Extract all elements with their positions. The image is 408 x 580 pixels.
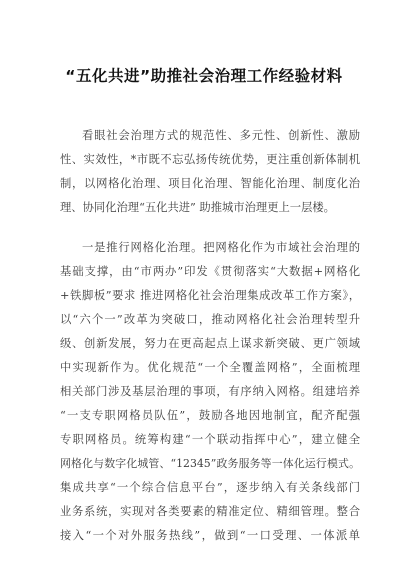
text-line: +铁脚板”要求 推进网格化社会治理集成改革工作方案》， <box>60 289 360 302</box>
text-line: 网格化与数字化城管、“12345”政务服务等一体化运行模式。 <box>60 457 360 470</box>
paragraph-grid-governance <box>60 236 360 548</box>
text-line: 以“六个一”改革为突破口，推动网格化社会治理转型升 <box>60 313 360 326</box>
text-line: 制，以网格化治理、项目化治理、智能化治理、制度化治 <box>60 177 360 190</box>
text-line: 接入“一个对外服务热线”，做到“一口受理、一体派单 <box>60 529 360 542</box>
text-line: 理、协同化治理“五化共进” 助推城市治理更上一层楼。 <box>60 201 335 214</box>
text-line: 级、创新发展，努力在更高起点上谋求新突破、更广领域 <box>60 337 360 350</box>
text-line: 基础支撑，由“市两办”印发《贯彻落实“大数据+网格化 <box>60 265 360 278</box>
text-line: 中实现新作为。优化规范“一个全覆盖网格”，全面梳理 <box>60 361 360 374</box>
text-line: 业务系统，实现对各类要素的精准定位、精细管理。整合 <box>60 505 360 518</box>
text-line: 一是推行网格化治理。把网格化作为市域社会治理的 <box>82 241 360 254</box>
text-line: “一支专职网格员队伍”，鼓励各地因地制宜，配齐配强 <box>60 409 360 422</box>
text-line: 看眼社会治理方式的规范性、多元性、创新性、激励 <box>82 129 360 142</box>
document-title: “五化共进”助推社会治理工作经验材料 <box>65 67 343 85</box>
text-line: 性、实效性，*市既不忘弘扬传统优势，更注重创新体制机 <box>60 153 360 166</box>
text-line: 相关部门涉及基层治理的事项，有序纳入网格。组建培养 <box>60 385 360 398</box>
paragraph-intro <box>60 124 360 220</box>
text-line: 集成共享“一个综合信息平台”，逐步纳入有关条线部门 <box>60 481 360 494</box>
text-line: 专职网格员。统筹构建“一个联动指挥中心”，建立健全 <box>60 433 360 446</box>
